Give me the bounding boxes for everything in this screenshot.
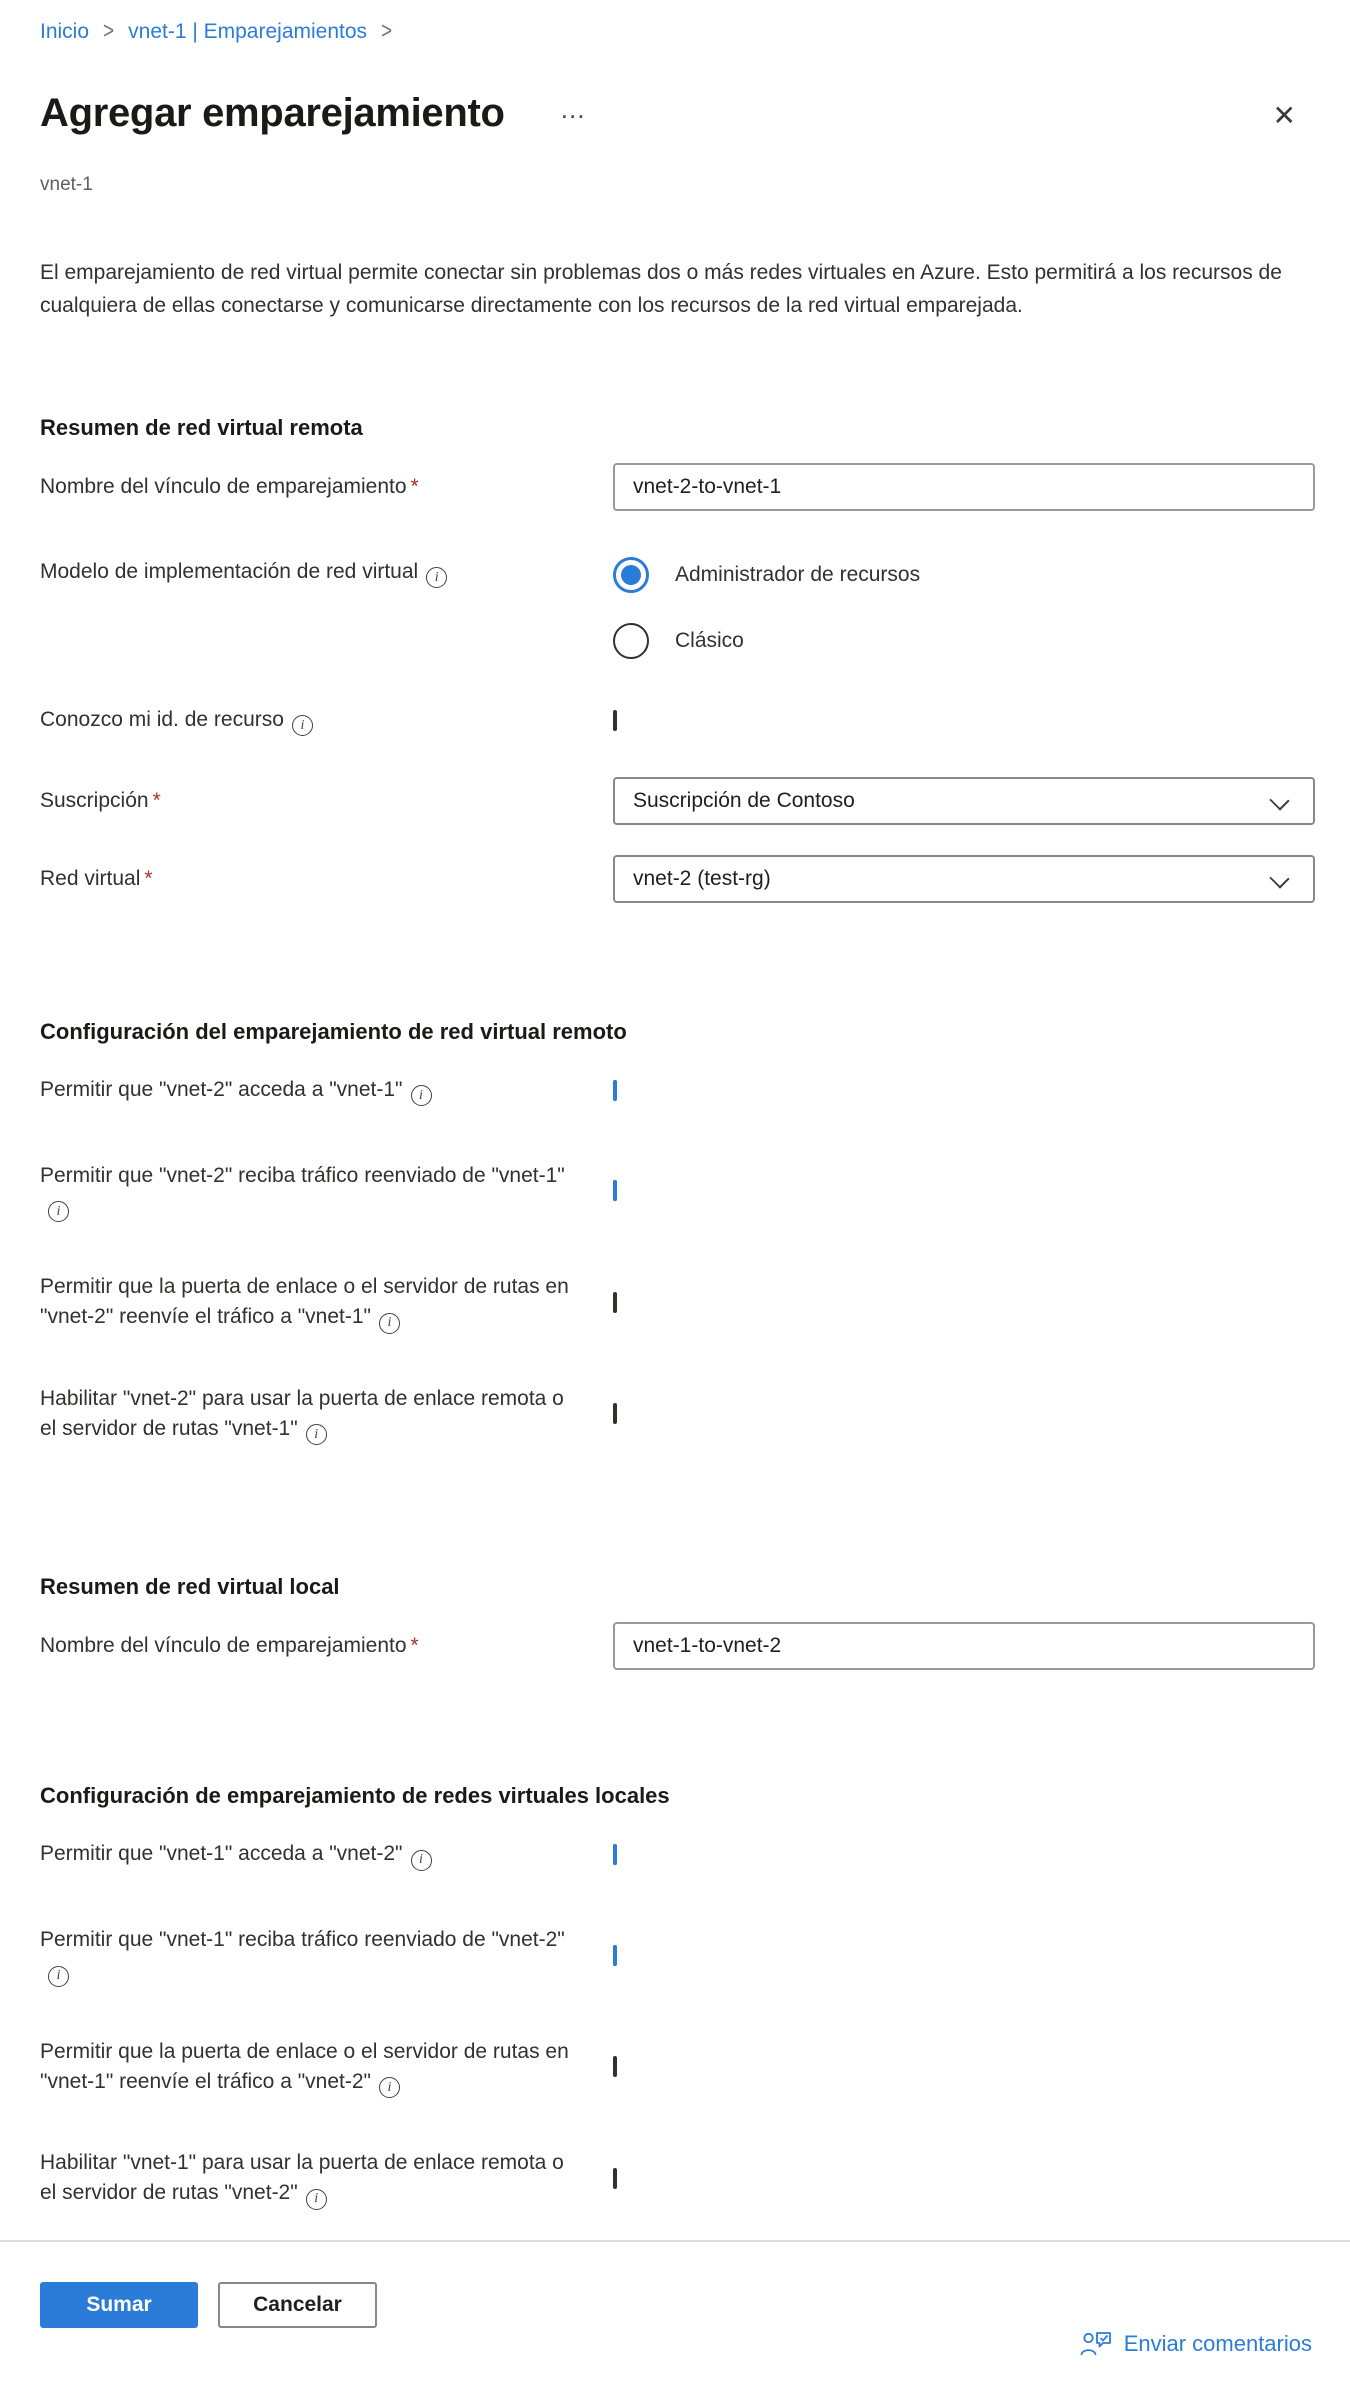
field-label: Nombre del vínculo de emparejamiento * xyxy=(40,1634,419,1658)
field-label: Nombre del vínculo de emparejamiento * xyxy=(40,474,419,498)
feedback-icon xyxy=(1080,2330,1112,2358)
info-icon[interactable]: i xyxy=(426,567,447,588)
remote-peering-name-input[interactable]: vnet-2-to-vnet-1 xyxy=(613,463,1315,511)
info-icon[interactable]: i xyxy=(292,715,313,736)
local-forwarded-traffic-checkbox[interactable] xyxy=(613,1945,617,1966)
info-icon[interactable]: i xyxy=(48,1966,69,1987)
info-icon[interactable]: i xyxy=(306,1424,327,1445)
required-asterisk: * xyxy=(152,788,161,812)
field-label: Red virtual * xyxy=(40,866,153,890)
required-asterisk: * xyxy=(410,474,419,498)
checkbox-label: Permitir que la puerta de enlace o el servidor de rutas en "vnet-2" reenvíe el tráfico a "vnet-1" i xyxy=(40,1272,613,1334)
section-heading-remote-summary: Resumen de red virtual remota xyxy=(40,414,363,440)
subscription-select[interactable]: Suscripción de Contoso xyxy=(613,777,1315,825)
checkbox-row-remote-gateway-transit xyxy=(40,1272,1310,1334)
radio-option-classic[interactable] xyxy=(613,623,1310,659)
checkbox-row-remote-access xyxy=(40,1071,1310,1111)
close-icon[interactable]: ✕ xyxy=(1272,100,1296,131)
checkbox-row-local-gateway-transit xyxy=(40,2037,1310,2099)
field-row-remote-peering-name xyxy=(40,463,1310,511)
section-heading-local-summary: Resumen de red virtual local xyxy=(40,1574,340,1600)
checkbox-row-remote-use-gateway xyxy=(40,1384,1310,1446)
add-button[interactable]: Sumar xyxy=(40,2282,198,2328)
remote-gateway-transit-checkbox[interactable] xyxy=(613,1292,617,1313)
more-options-icon[interactable]: … xyxy=(559,93,588,124)
section-heading-local-settings: Configuración de emparejamiento de redes virtuales locales xyxy=(40,1783,670,1809)
checkbox-label: Permitir que "vnet-1" acceda a "vnet-2" i xyxy=(40,1839,613,1871)
panel-header xyxy=(40,60,1310,166)
info-icon[interactable]: i xyxy=(48,1201,69,1222)
field-label: Suscripción * xyxy=(40,788,161,812)
feedback-label: Enviar comentarios xyxy=(1123,2331,1312,2356)
local-peering-name-input[interactable]: vnet-1-to-vnet-2 xyxy=(613,1622,1315,1670)
page-title: Agregar emparejamiento xyxy=(40,90,505,135)
required-asterisk: * xyxy=(144,866,153,890)
breadcrumb xyxy=(40,20,1310,44)
field-row-local-peering-name xyxy=(40,1622,1310,1670)
checkbox-row-local-access xyxy=(40,1835,1310,1875)
field-label: Conozco mi id. de recurso i xyxy=(40,705,613,737)
field-label: Modelo de implementación de red virtual i xyxy=(40,557,613,589)
breadcrumb-item-vnet1-emparejamientos[interactable]: vnet-1 | Emparejamientos xyxy=(128,20,368,43)
intro-text: El emparejamiento de red virtual permite conectar sin problemas dos o más redes virtuales en Azure. Esto permitirá a los recursos de cualquiera de ellas conectarse y comunicarse directamente con los recursos de la red virtual emparejada. xyxy=(40,260,1282,317)
info-icon[interactable]: i xyxy=(379,1313,400,1334)
section-heading-remote-settings: Configuración del emparejamiento de red virtual remoto xyxy=(40,1018,627,1044)
virtual-network-select[interactable]: vnet-2 (test-rg) xyxy=(613,855,1315,903)
remote-access-checkbox[interactable] xyxy=(613,1080,617,1101)
required-asterisk: * xyxy=(410,1634,419,1658)
chevron-down-icon xyxy=(1269,868,1289,888)
checkbox-row-local-use-gateway xyxy=(40,2148,1310,2210)
info-icon[interactable]: i xyxy=(379,2077,400,2098)
radio-label: Clásico xyxy=(675,628,744,652)
local-gateway-transit-checkbox[interactable] xyxy=(613,2056,617,2077)
local-access-checkbox[interactable] xyxy=(613,1844,617,1865)
chevron-right-icon: > xyxy=(381,18,393,45)
checkbox-label: Permitir que "vnet-1" reciba tráfico reenviado de "vnet-2"i xyxy=(40,1925,613,1987)
radio-resource-manager[interactable] xyxy=(613,557,649,593)
info-icon[interactable]: i xyxy=(306,2189,327,2210)
cancel-button[interactable]: Cancelar xyxy=(218,2282,377,2328)
field-row-subscription xyxy=(40,777,1310,825)
breadcrumb-item-inicio[interactable]: Inicio xyxy=(40,20,90,43)
radio-label: Administrador de recursos xyxy=(675,562,921,586)
chevron-down-icon xyxy=(1269,790,1289,810)
info-icon[interactable]: i xyxy=(411,1085,432,1106)
local-use-gateway-checkbox[interactable] xyxy=(613,2168,617,2189)
checkbox-label: Habilitar "vnet-1" para usar la puerta de enlace remota o el servidor de rutas "vnet-2" i xyxy=(40,2148,613,2210)
deployment-model-radio-group xyxy=(613,557,1310,659)
checkbox-label: Permitir que la puerta de enlace o el servidor de rutas en "vnet-1" reenvíe el tráfico a "vnet-2" i xyxy=(40,2037,613,2099)
panel-footer xyxy=(0,2240,1350,2384)
remote-use-gateway-checkbox[interactable] xyxy=(613,1403,617,1424)
radio-option-resource-manager[interactable] xyxy=(613,557,1310,593)
field-row-virtual-network xyxy=(40,855,1310,903)
checkbox-label: Permitir que "vnet-2" reciba tráfico reenviado de "vnet-1"i xyxy=(40,1161,613,1223)
field-row-deployment-model xyxy=(40,557,1310,659)
panel-subtitle: vnet-1 xyxy=(40,173,93,195)
radio-classic[interactable] xyxy=(613,623,649,659)
checkbox-row-remote-forwarded-traffic xyxy=(40,1161,1310,1223)
remote-forwarded-traffic-checkbox[interactable] xyxy=(613,1180,617,1201)
add-peering-panel xyxy=(0,20,1350,2210)
checkbox-label: Permitir que "vnet-2" acceda a "vnet-1" i xyxy=(40,1075,613,1107)
send-feedback-link[interactable] xyxy=(1080,2330,1312,2358)
checkbox-label: Habilitar "vnet-2" para usar la puerta de enlace remota o el servidor de rutas "vnet-1" i xyxy=(40,1384,613,1446)
info-icon[interactable]: i xyxy=(411,1850,432,1871)
checkbox-row-local-forwarded-traffic xyxy=(40,1925,1310,1987)
field-row-know-resource-id xyxy=(40,701,1310,741)
know-resource-id-checkbox[interactable] xyxy=(613,710,617,731)
chevron-right-icon: > xyxy=(103,18,115,45)
